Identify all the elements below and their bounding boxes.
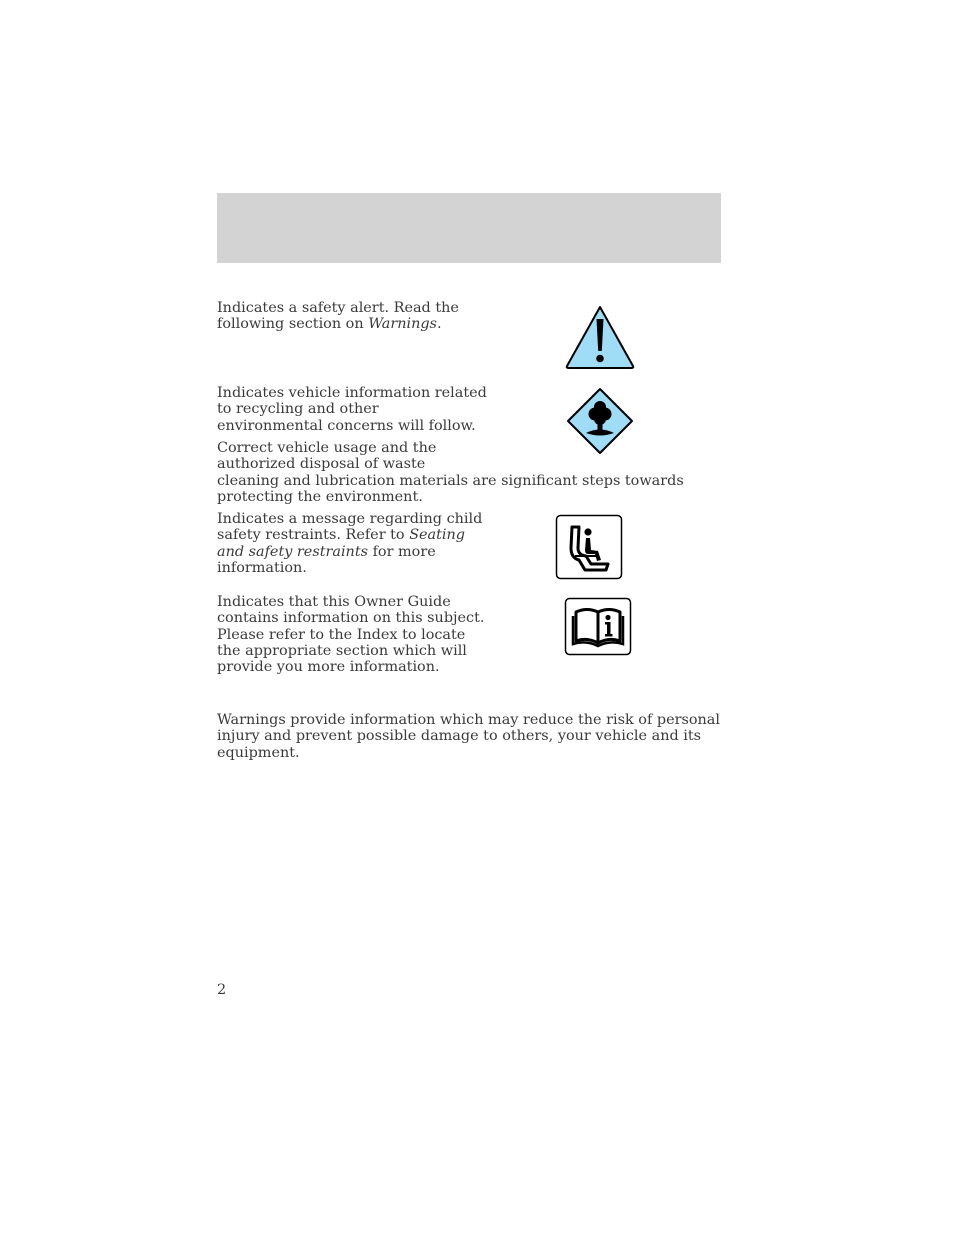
- owner-guide-book-icon: [564, 597, 632, 656]
- owner-guide-text: Indicates that this Owner Guide contains information on this subject. Please refer to the Index to locate the appropriate section which will provide you more information.: [217, 594, 485, 676]
- child-seat-icon: [555, 514, 623, 580]
- safety-alert-text: Indicates a safety alert. Read the following section on Warnings.: [217, 300, 459, 333]
- environment-text: Indicates vehicle information related to recycling and other environmental concerns will follow.: [217, 385, 487, 434]
- safety-alert-icon: [564, 304, 636, 370]
- child-safety-text: Indicates a message regarding child safety restraints. Refer to Seating and safety restraints for more information.: [217, 511, 483, 576]
- warnings-text: Warnings provide information which may reduce the risk of personal injury and prevent possible damage to others, your vehicle and its equipment.: [217, 712, 720, 761]
- header-band: [217, 193, 721, 263]
- page-number: 2: [217, 982, 227, 998]
- environment-note-text: Correct vehicle usage and the authorized disposal of waste cleaning and lubrication materials are significant steps towards protecting the environment.: [217, 440, 684, 505]
